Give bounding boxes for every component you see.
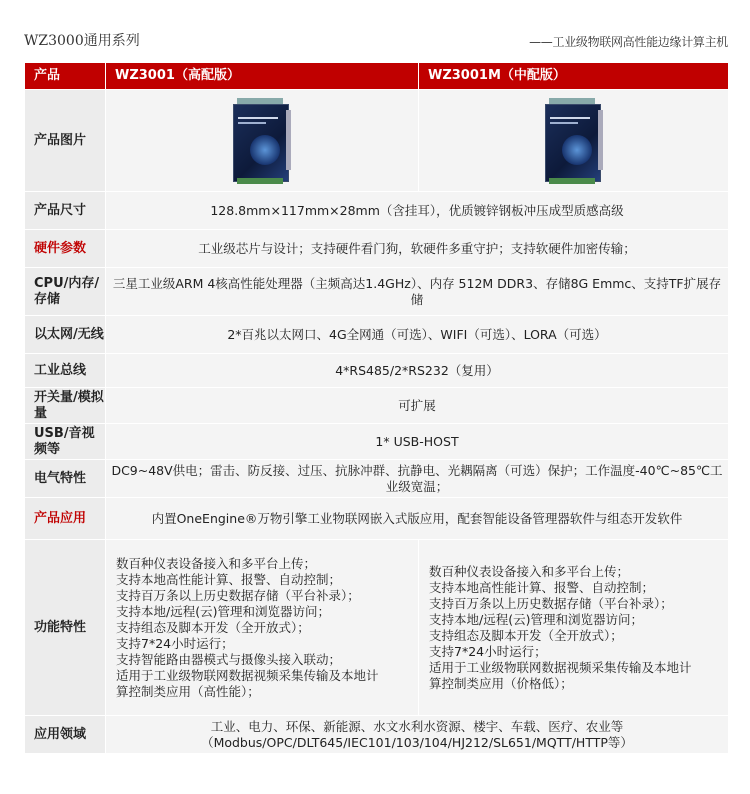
row-label: 功能特性 bbox=[25, 540, 106, 716]
table-row bbox=[25, 192, 729, 230]
list-item: 支持本地/远程(云)管理和浏览器访问； bbox=[429, 611, 643, 627]
list-item: 数百种仪表设备接入和多平台上传； bbox=[429, 563, 630, 579]
row-label: 产品图片 bbox=[25, 90, 106, 192]
list-item: 支持本地/远程(云)管理和浏览器访问； bbox=[116, 603, 330, 619]
list-item: 数百种仪表设备接入和多平台上传； bbox=[116, 555, 317, 571]
table-row bbox=[25, 498, 729, 540]
row-value: DC9~48V供电；雷击、防反接、过压、抗脉冲群、抗静电、光耦隔离（可选）保护；工作温度-40℃~85℃工业级宽温； bbox=[106, 460, 729, 498]
row-value: 1* USB-HOST bbox=[106, 424, 729, 460]
header-model-mid: WZ3001M（中配版） bbox=[419, 63, 729, 90]
list-item: 适用于工业级物联网数据视频采集传输及本地计 bbox=[429, 659, 692, 675]
series-title: WZ3000通用系列 bbox=[24, 33, 140, 49]
list-item: 支持百万条以上历史数据存储（平台补录）； bbox=[116, 587, 360, 603]
list-item: 支持本地高性能计算、报警、自动控制； bbox=[429, 579, 655, 595]
table-row bbox=[25, 230, 729, 268]
row-label: CPU/内存/存储 bbox=[25, 268, 106, 316]
row-label: 应用领域 bbox=[25, 716, 106, 754]
table-row bbox=[25, 354, 729, 388]
device-image bbox=[233, 98, 291, 184]
list-item: 支持组态及脚本开发（全开放式）； bbox=[116, 619, 310, 635]
features-high bbox=[106, 540, 419, 716]
row-label: 工业总线 bbox=[25, 354, 106, 388]
row-label: 产品应用 bbox=[25, 498, 106, 540]
list-item: 适用于工业级物联网数据视频采集传输及本地计 bbox=[116, 667, 379, 683]
row-value: 三星工业级ARM 4核高性能处理器（主频高达1.4GHz）、内存 512M DDR3、存储8G Emmc、支持TF扩展存储 bbox=[106, 268, 729, 316]
table-row bbox=[25, 716, 729, 754]
list-item: 算控制类应用（价格低）； bbox=[429, 675, 573, 691]
list-item: 算控制类应用（高性能）； bbox=[116, 683, 260, 699]
device-image bbox=[545, 98, 603, 184]
table-row bbox=[25, 424, 729, 460]
row-label: 硬件参数 bbox=[25, 230, 106, 268]
table-row bbox=[25, 268, 729, 316]
list-item: 支持组态及脚本开发（全开放式）； bbox=[429, 627, 623, 643]
list-item: 支持百万条以上历史数据存储（平台补录）； bbox=[429, 595, 673, 611]
row-label: USB/音视频等 bbox=[25, 424, 106, 460]
table-header-row bbox=[25, 63, 729, 90]
table-row bbox=[25, 460, 729, 498]
row-value: 128.8mm×117mm×28mm（含挂耳），优质镀锌钢板冲压成型质感高级 bbox=[106, 192, 729, 230]
list-item: 支持智能路由器模式与摄像头接入联动； bbox=[116, 651, 342, 667]
row-label: 电气特性 bbox=[25, 460, 106, 498]
row-value: 工业级芯片与设计；支持硬件看门狗，软硬件多重守护；支持软硬件加密传输； bbox=[106, 230, 729, 268]
list-item: 支持本地高性能计算、报警、自动控制； bbox=[116, 571, 342, 587]
series-subtitle: ——工业级物联网高性能边缘计算主机 bbox=[529, 35, 728, 49]
row-value: 可扩展 bbox=[106, 388, 729, 424]
row-label: 以太网/无线 bbox=[25, 316, 106, 354]
fields-line-1: 工业、电力、环保、新能源、水文水利水资源、楼宇、车载、医疗、农业等 bbox=[210, 718, 624, 734]
fields-line-2: （Modbus/OPC/DLT645/IEC101/103/104/HJ212/SL651/MQTT/HTTP等） bbox=[201, 734, 633, 750]
features-mid bbox=[419, 540, 729, 716]
header-product-label: 产品 bbox=[25, 63, 106, 90]
row-value: 内置OneEngine®万物引擎工业物联网嵌入式版应用，配套智能设备管理器软件与组态开发软件 bbox=[106, 498, 729, 540]
list-item: 支持7*24小时运行； bbox=[429, 643, 547, 659]
spec-table bbox=[24, 62, 729, 754]
table-row bbox=[25, 388, 729, 424]
row-label: 产品尺寸 bbox=[25, 192, 106, 230]
row-value bbox=[106, 716, 729, 754]
table-row bbox=[25, 90, 729, 192]
row-value: 2*百兆以太网口、4G全网通（可选）、WIFI（可选）、LORA（可选） bbox=[106, 316, 729, 354]
list-item: 支持7*24小时运行； bbox=[116, 635, 234, 651]
row-value: 4*RS485/2*RS232（复用） bbox=[106, 354, 729, 388]
header-model-high: WZ3001（高配版） bbox=[106, 63, 419, 90]
table-row bbox=[25, 540, 729, 716]
row-label: 开关量/模拟量 bbox=[25, 388, 106, 424]
table-row bbox=[25, 316, 729, 354]
